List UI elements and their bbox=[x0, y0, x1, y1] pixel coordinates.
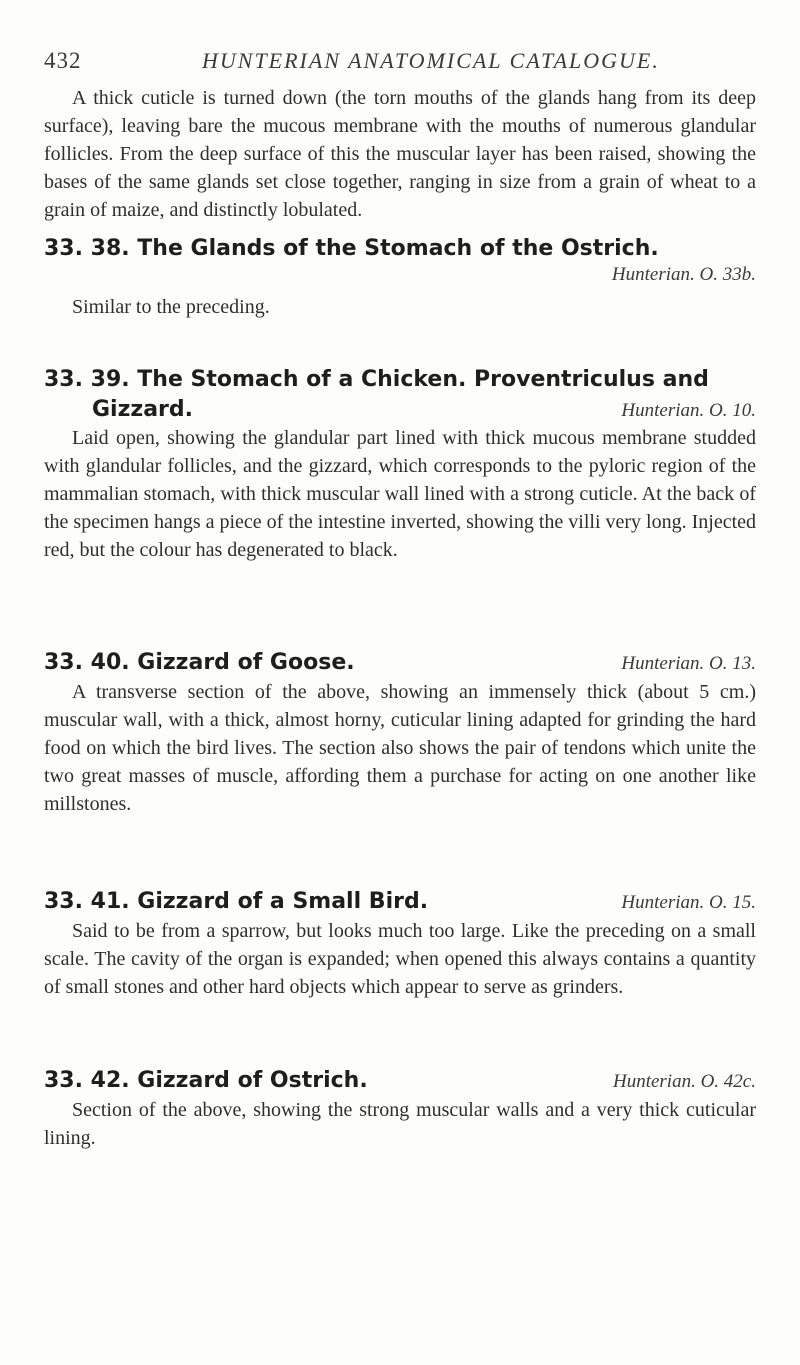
entry-title-continued: Gizzard. bbox=[92, 397, 194, 422]
entry-number: 33. 38. bbox=[44, 236, 130, 261]
entry-description: Laid open, showing the glandular part lined with thick mucous membrane studded with glandular follicles, and the gizzard, which corresponds to the pyloric region of the mammalian stomach, with thick muscular wall lined with a strong cuticle. At the back of the specimen hangs a piece of the intestine inverted, showing the villi very long. Injected red, but the colour has degenerated to black. bbox=[44, 427, 757, 561]
entry-reference: Hunterian. O. 10. bbox=[621, 400, 756, 421]
entry-number: 33. 42. bbox=[44, 1068, 130, 1093]
entry-title: Gizzard of Goose. bbox=[137, 650, 355, 675]
entry-description: Section of the above, showing the strong muscular walls and a very thick cuticular lining. bbox=[44, 1099, 756, 1149]
entry-description: Said to be from a sparrow, but looks much too large. Like the preceding on a small scale. The cavity of the organ is expanded; when opened this always contains a quantity of small stones and other hard objects which appear to serve as grinders. bbox=[44, 920, 756, 998]
entry-number: 33. 39. bbox=[44, 367, 130, 392]
entry-heading bbox=[44, 887, 756, 917]
entry-title: The Glands of the Stomach of the Ostrich. bbox=[137, 236, 659, 261]
entry-reference: Hunterian. O. 42c. bbox=[612, 1071, 756, 1092]
page-number: 432 bbox=[44, 48, 82, 73]
entry-number: 33. 41. bbox=[44, 889, 130, 914]
entry-heading bbox=[44, 234, 756, 264]
intro-paragraph: A thick cuticle is turned down (the torn mouths of the glands hang from its deep surface), leaving bare the mucous membrane with the mouths of numerous glandular follicles. From the deep surface of this the muscular layer has been raised, showing the bases of the same glands set close together, ranging in size from a grain of wheat to a grain of maize, and distinctly lobulated. bbox=[44, 87, 756, 221]
entry-description: Similar to the preceding. bbox=[72, 296, 270, 318]
running-title: HUNTERIAN ANATOMICAL CATALOGUE. bbox=[202, 48, 660, 73]
entry-number: 33. 40. bbox=[44, 650, 130, 675]
entry-title: Gizzard of a Small Bird. bbox=[137, 889, 429, 914]
entry-heading bbox=[44, 1066, 756, 1096]
entry-reference: Hunterian. O. 33b. bbox=[611, 264, 756, 285]
entry-reference: Hunterian. O. 15. bbox=[621, 892, 756, 913]
entry-reference: Hunterian. O. 13. bbox=[621, 653, 756, 674]
entry-heading bbox=[44, 365, 756, 395]
page-header bbox=[44, 48, 760, 78]
entry-title: Gizzard of Ostrich. bbox=[137, 1068, 368, 1093]
entry-heading-continued bbox=[44, 395, 756, 425]
entry-description: A transverse section of the above, showing an immensely thick (about 5 cm.) muscular wall, with a thick, almost horny, cuticular lining adapted for grinding the hard food on which the bird lives. The section also shows the pair of tendons which unite the two great masses of muscle, affording them a purchase for acting on one another like millstones. bbox=[44, 681, 756, 815]
entry-title: The Stomach of a Chicken. Proventriculus and bbox=[137, 367, 709, 392]
entry-heading bbox=[44, 648, 756, 678]
